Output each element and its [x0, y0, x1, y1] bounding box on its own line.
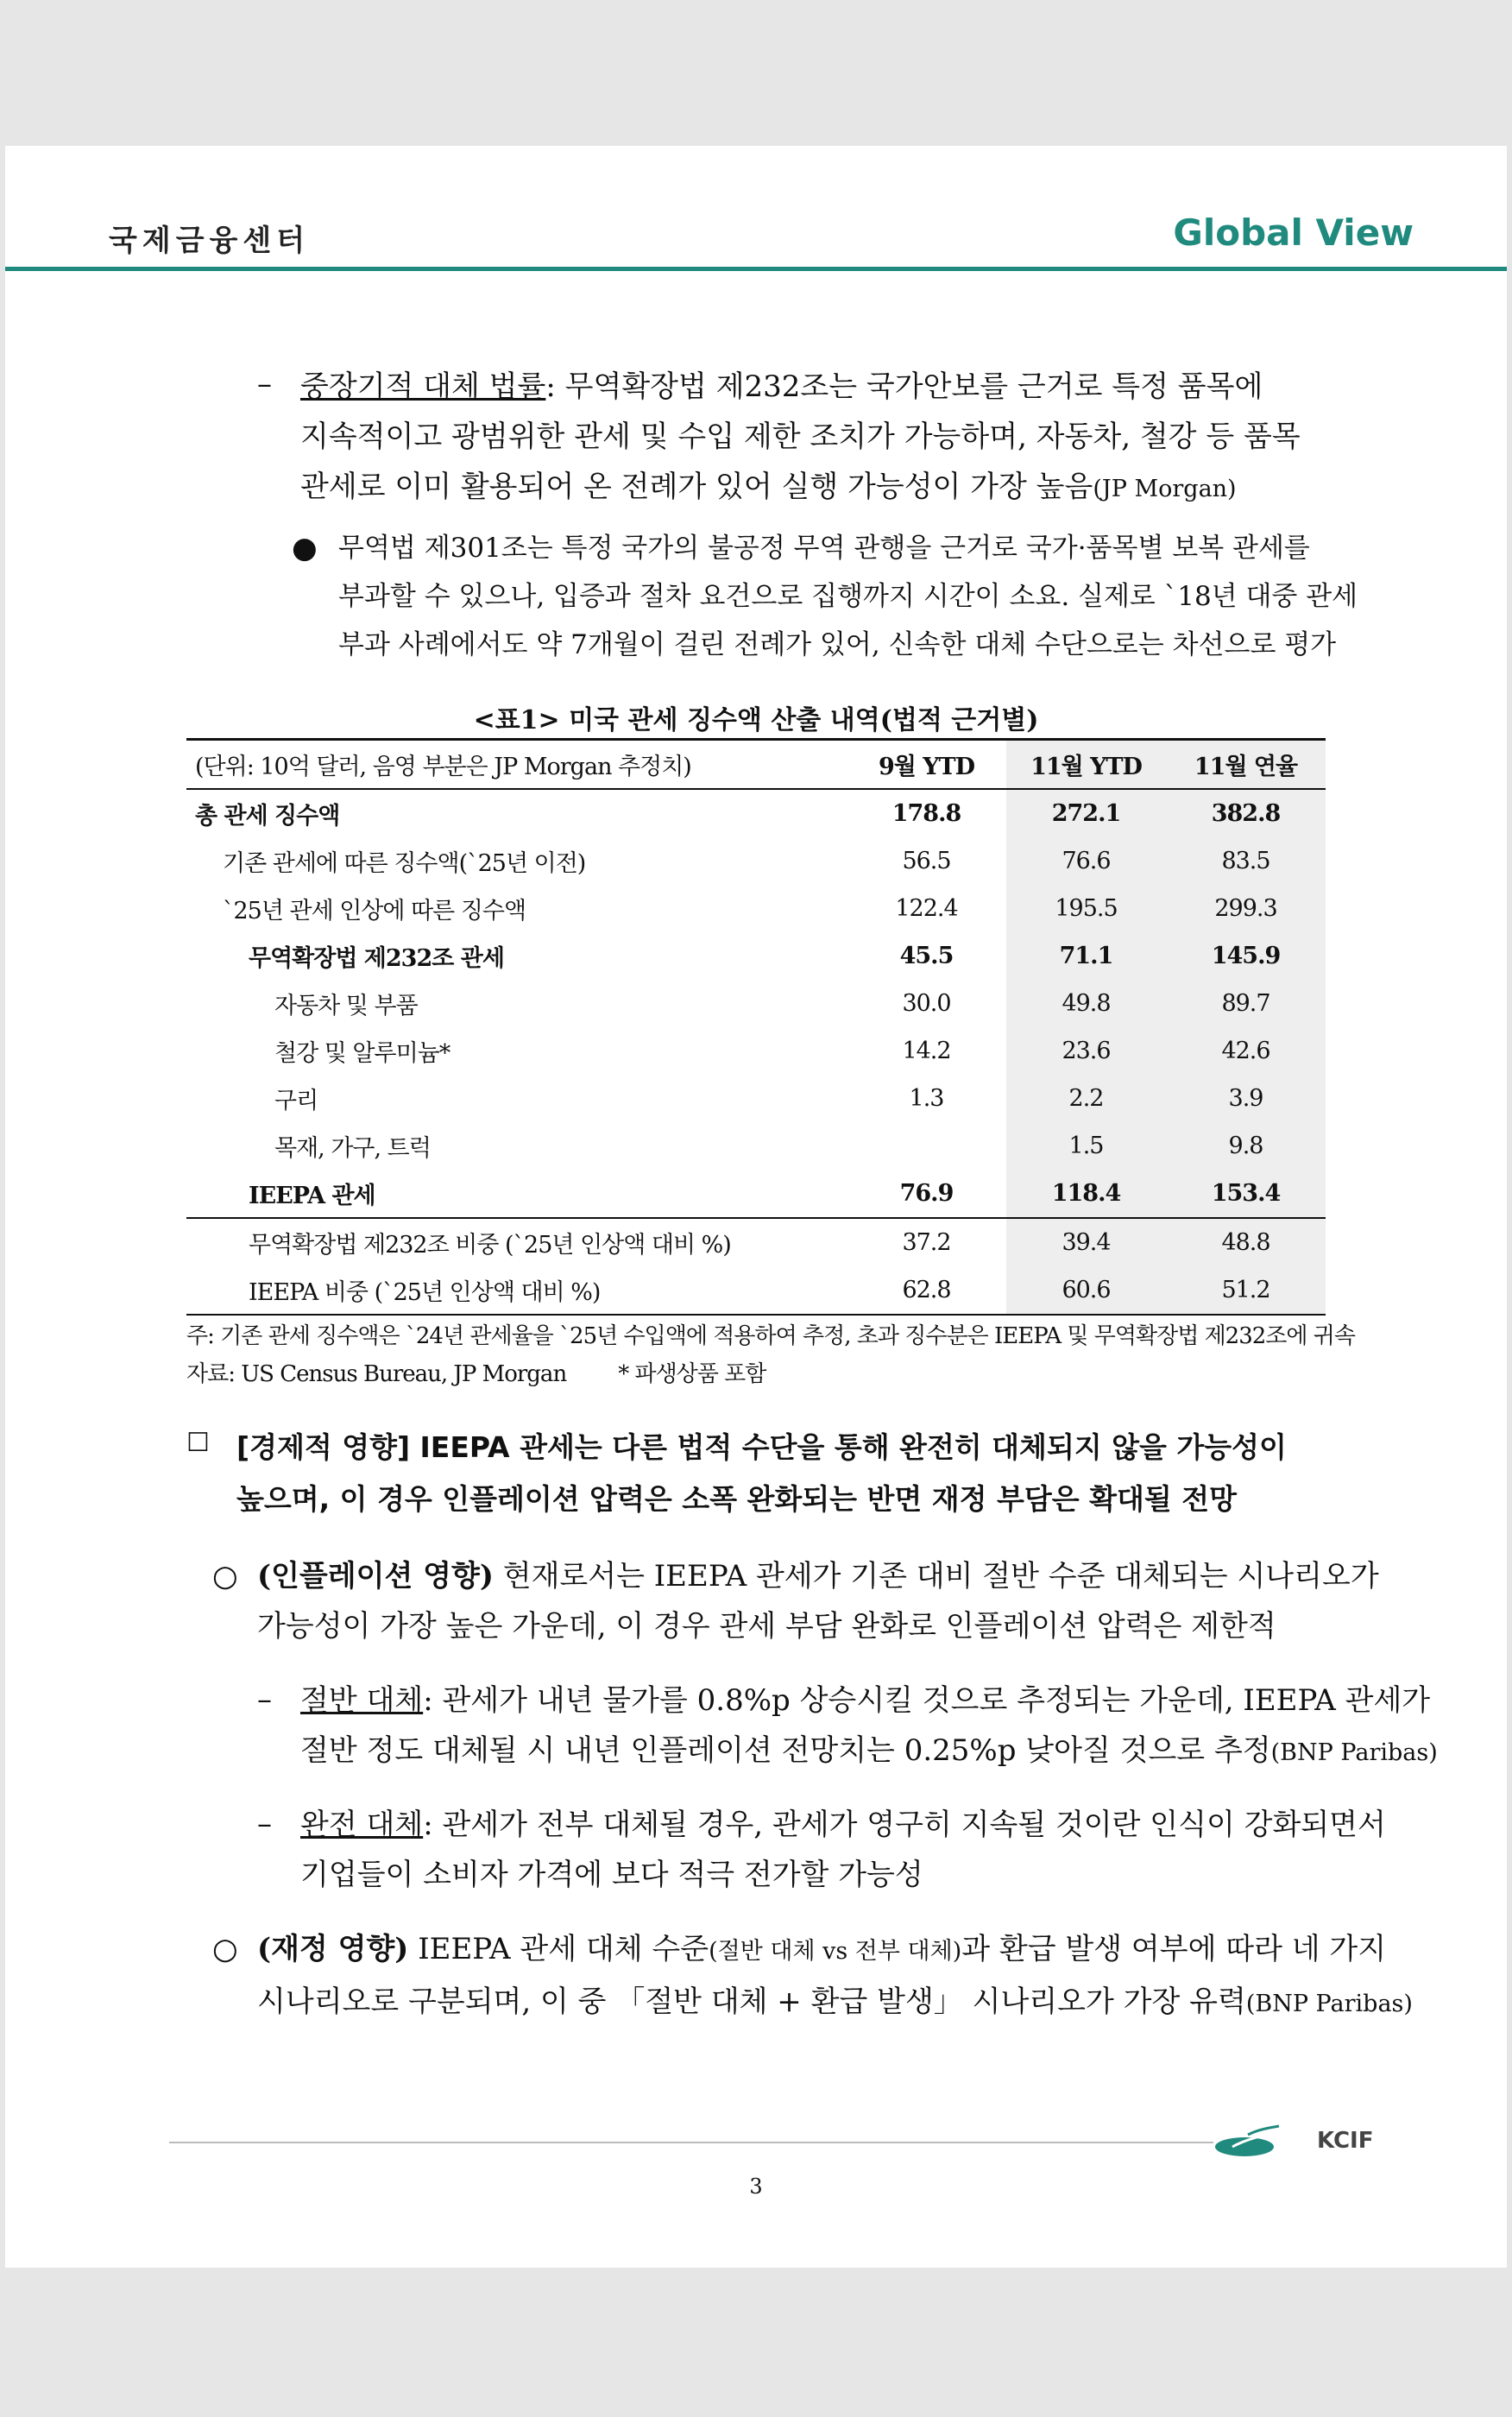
table-footnote: * 파생상품 포함	[618, 1361, 766, 1387]
cell: 1.3	[909, 1085, 944, 1112]
table-source: 자료: US Census Bureau, JP Morgan * 파생상품 포함	[186, 1361, 766, 1387]
fiscal-paragraph: (재정 영향) IEEPA 관세 대체 수준(절반 대체 vs 전부 대체)과 환급 발생 여부에 따라 네 가지 시나리오로 구분되며, 이 중 「절반 대체 + 환급 발생」 시나리오가 가장 유력(BNP Paribas)	[257, 1932, 1413, 2019]
table-row	[186, 980, 1326, 1027]
page-number: 3	[749, 2174, 763, 2199]
cell: 299.3	[1166, 885, 1326, 932]
bullet-marker: ●	[292, 531, 318, 565]
kcif-logo-icon	[1213, 2123, 1282, 2161]
tariff-table	[186, 738, 1326, 1316]
cell: 272.1	[1006, 789, 1166, 837]
cell: 122.4	[895, 895, 958, 922]
header-title: Global View	[1173, 211, 1414, 254]
table-title: <표1> 미국 관세 징수액 산출 내역(법적 근거별)	[473, 705, 1039, 735]
cell: 76.9	[899, 1180, 954, 1207]
table-row	[186, 789, 1326, 837]
full-title: 완전 대체	[300, 1808, 424, 1842]
row-label: 총 관세 징수액	[195, 803, 340, 830]
cell: 83.5	[1166, 837, 1326, 885]
cell: 42.6	[1166, 1027, 1326, 1075]
col-header: 9월 YTD	[847, 740, 1006, 790]
table-row	[186, 837, 1326, 885]
cell	[847, 1122, 1006, 1170]
full-replacement-item: 완전 대체: 관세가 전부 대체될 경우, 관세가 영구히 지속될 것이란 인식이 강화되면서 기업들이 소비자 가격에 보다 적극 전가할 가능성	[300, 1808, 1386, 1892]
table-row	[186, 1170, 1326, 1218]
cell: 71.1	[1006, 932, 1166, 980]
inflation-paragraph: (인플레이션 영향) 현재로서는 IEEPA 관세가 기존 대비 절반 수준 대체되는 시나리오가 가능성이 가장 높은 가운데, 이 경우 관세 부담 완화로 인플레이션 압력은 제한적	[257, 1559, 1379, 1644]
header-org-name: 국제금융센터	[109, 224, 311, 258]
table-row	[186, 1122, 1326, 1170]
half-title: 절반 대체	[300, 1683, 424, 1718]
cell: 118.4	[1006, 1170, 1166, 1218]
table-note: 주: 기존 관세 징수액은 `24년 관세율을 `25년 수입액에 적용하여 추정, 초과 징수분은 IEEPA 및 무역확장법 제232조에 귀속	[186, 1323, 1356, 1349]
header-divider	[5, 267, 1507, 271]
row-label: 무역확장법 제232조 비중 (`25년 인상액 대비 %)	[186, 1218, 847, 1266]
dash-marker: –	[257, 367, 272, 401]
dash-title: 중장기적 대체 법률	[300, 369, 546, 404]
row-label: IEEPA 관세	[249, 1183, 375, 1209]
dash-item-legal-alternative: 중장기적 대체 법률: 무역확장법 제232조는 국가안보를 근거로 특정 품목에 지속적이고 광범위한 관세 및 수입 제한 조치가 가능하며, 자동차, 철강 등 품목 관세로 이미 활용되어 온 전례가 있어 실행 가능성이 가장 높음(JP Morgan)	[300, 369, 1301, 504]
row-label: 철강 및 알루미늄*	[274, 1040, 450, 1067]
cell: 49.8	[1006, 980, 1166, 1027]
cell: 37.2	[847, 1218, 1006, 1266]
row-label: 자동차 및 부품	[274, 993, 418, 1019]
cell: 76.6	[1006, 837, 1166, 885]
cell: 178.8	[891, 800, 961, 827]
col-header: 11월 YTD	[1006, 740, 1166, 790]
table-row	[186, 1266, 1326, 1315]
cell: 145.9	[1166, 932, 1326, 980]
cell: 153.4	[1166, 1170, 1326, 1218]
cell: 60.6	[1006, 1266, 1166, 1315]
cell: 23.6	[1006, 1027, 1166, 1075]
cell: 51.2	[1166, 1266, 1326, 1315]
row-label: `25년 관세 인상에 따른 징수액	[223, 898, 526, 925]
table-header-row	[186, 740, 1326, 790]
half-replacement-item: 절반 대체: 관세가 내년 물가를 0.8%p 상승시킬 것으로 추정되는 가운데, IEEPA 관세가 절반 정도 대체될 시 내년 인플레이션 전망치는 0.25%p 낮아질 것으로 추정(BNP Paribas)	[300, 1683, 1438, 1768]
cell: 30.0	[902, 990, 951, 1017]
footer-divider	[169, 2142, 1213, 2143]
cell: 39.4	[1006, 1218, 1166, 1266]
section-heading: [경제적 영향] IEEPA 관세는 다른 법적 수단을 통해 완전히 대체되지 않을 가능성이 높으며, 이 경우 인플레이션 압력은 소폭 완화되는 반면 재정 부담은 확대될 전망	[236, 1430, 1287, 1516]
row-label: IEEPA 비중 (`25년 인상액 대비 %)	[186, 1266, 847, 1315]
inflation-label: (인플레이션 영향)	[257, 1559, 494, 1593]
fiscal-label: (재정 영향)	[257, 1932, 409, 1966]
dash-marker: –	[257, 1682, 272, 1717]
table-row	[186, 1027, 1326, 1075]
cell: 195.5	[1006, 885, 1166, 932]
cell: 48.8	[1166, 1218, 1326, 1266]
table-row	[186, 932, 1326, 980]
cell: 89.7	[1166, 980, 1326, 1027]
circle-bullet-icon: ○	[212, 1932, 238, 1966]
cell: 382.8	[1166, 789, 1326, 837]
bullet-item-301: 무역법 제301조는 특정 국가의 불공정 무역 관행을 근거로 국가·품목별 보복 관세를 부과할 수 있으나, 입증과 절차 요건으로 집행까지 시간이 소요. 실제로 `18년 대중 관세 부과 사례에서도 약 7개월이 걸린 전례가 있어, 신속한 대체 수단으로는 차선으로 평가	[338, 533, 1358, 660]
col-header: 11월 연율	[1166, 740, 1326, 790]
row-label: 무역확장법 제232조 관세	[249, 945, 504, 972]
cell: 14.2	[902, 1038, 951, 1064]
cell: 45.5	[899, 943, 954, 969]
row-label: 기존 관세에 따른 징수액(`25년 이전)	[223, 850, 586, 877]
table-row	[186, 1218, 1326, 1266]
table-row	[186, 1075, 1326, 1122]
row-label: 구리	[274, 1088, 318, 1114]
cell: 3.9	[1166, 1075, 1326, 1122]
circle-bullet-icon: ○	[212, 1559, 238, 1593]
cell: 2.2	[1006, 1075, 1166, 1122]
document-page	[5, 146, 1507, 2268]
cell: 62.8	[847, 1266, 1006, 1315]
table-row	[186, 885, 1326, 932]
square-bullet-icon: ☐	[186, 1428, 210, 1458]
cell: 9.8	[1166, 1122, 1326, 1170]
row-label: 목재, 가구, 트럭	[274, 1135, 431, 1162]
cell: 1.5	[1006, 1122, 1166, 1170]
cell: 56.5	[902, 848, 951, 874]
table-unit-note: (단위: 10억 달러, 음영 부분은 JP Morgan 추정치)	[186, 740, 847, 790]
dash-marker: –	[257, 1807, 272, 1841]
footer-logo-text: KCIF	[1317, 2128, 1374, 2154]
